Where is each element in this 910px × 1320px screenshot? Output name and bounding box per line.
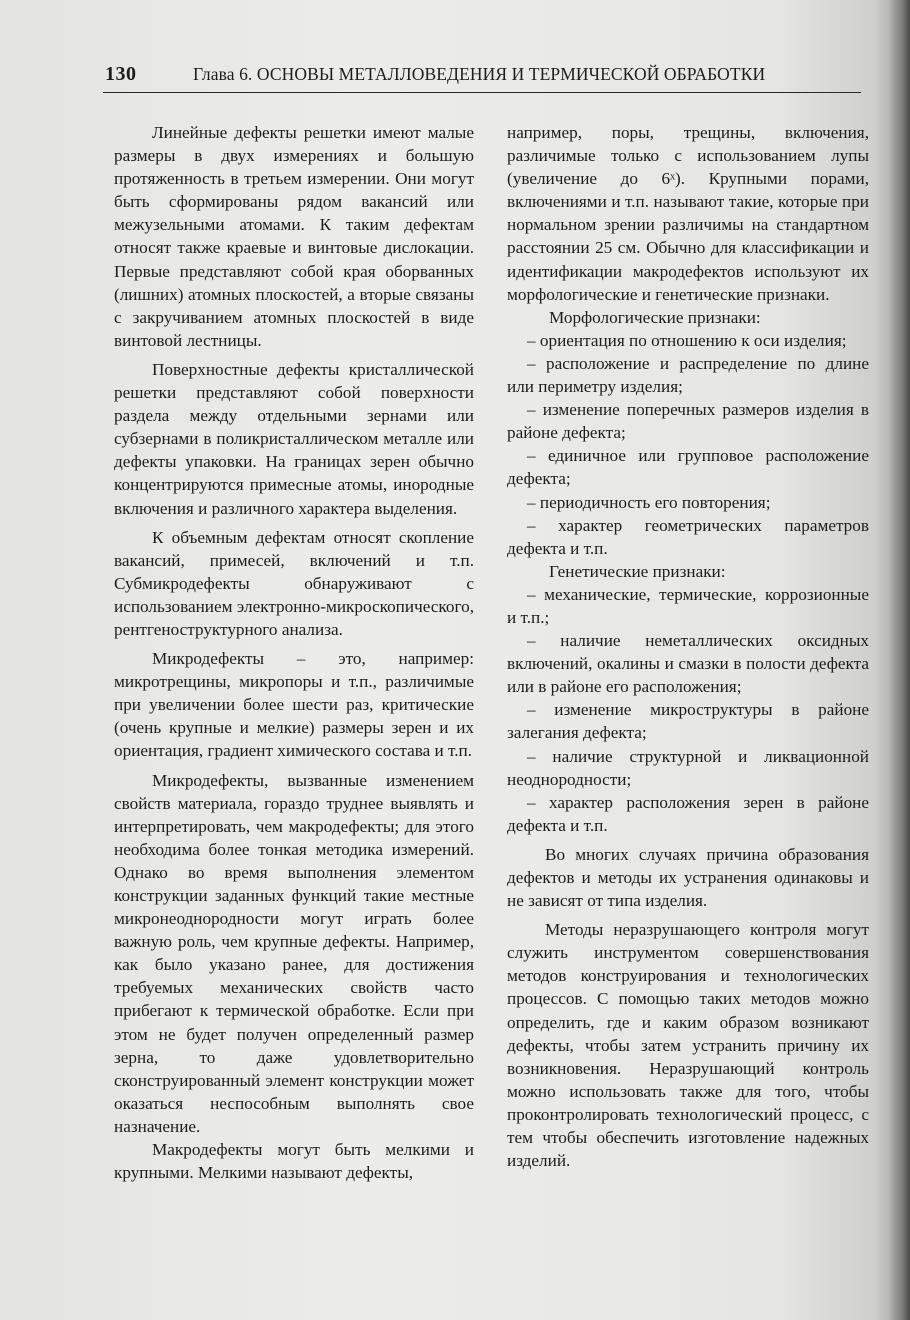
list-item: – единичное или групповое расположение дефекта;: [507, 446, 869, 489]
left-column: [114, 121, 474, 1184]
page-number: 130: [105, 63, 137, 85]
paragraph: Методы неразрушающего контроля могут служить инструментом совершенствования методов конструирования и технологических процессов. С помощью таких методов можно определить, где и каким образом возникают дефекты, чтобы затем устранить причину их возникновения. Неразрушающий контроль можно использовать также для того, чтобы проконтролировать технологический процесс, с тем чтобы обеспечить изготовление надежных изделий.: [507, 920, 869, 1171]
page-shadow-edge: [888, 0, 910, 1320]
list-item: – ориентация по отношению к оси изделия;: [527, 330, 847, 350]
paragraph: Поверхностные дефекты кристаллической решетки представляют собой поверхности раздела между отдельными зернами или субзернами в поликристаллическом металле или дефекты упаковки. На границах зерен обычно концентрируются примесные атомы, инородные включения и различного характера выделения.: [114, 359, 474, 518]
paragraph: Микродефекты, вызванные изменением свойств материала, гораздо труднее выявлять и интерпретировать, чем макродефекты; для этого необходима более тонкая методика измерений. Однако во время выполнения элементом конструкции заданных функций такие местные микронеоднородности могут играть более важную роль, чем крупные дефекты. Например, как было указано ранее, для достижения требуемых механических свойств часто прибегают к термической обработке. Если при этом не будет получен определенный размер зерна, то даже удовлетворительно сконструированный элемент конструкции может оказаться неспособным выполнять свое назначение.: [114, 770, 474, 1136]
paragraph: Макродефекты могут быть мелкими и крупными. Мелкими называют дефекты,: [114, 1140, 474, 1183]
list-heading: Генетические признаки:: [549, 561, 726, 581]
running-head: Глава 6. ОСНОВЫ МЕТАЛЛОВЕДЕНИЯ И ТЕРМИЧЕСКОЙ ОБРАБОТКИ: [193, 64, 766, 84]
right-column: [507, 121, 869, 1172]
page-header: [103, 62, 861, 93]
paragraph: Во многих случаях причина образования дефектов и методы их устранения одинаковы и не зависят от типа изделия.: [507, 844, 869, 911]
list-item: – характер расположения зерен в районе дефекта и т.п.: [507, 792, 869, 835]
list-item: – изменение поперечных размеров изделия в районе дефекта;: [507, 400, 869, 443]
paragraph: Микродефекты – это, например: микротрещины, микропоры и т.п., различимые при увеличении более шести раз, критические (очень крупные и мелкие) размеры зерен и их ориентация, градиент химического состава и т.п.: [114, 649, 474, 761]
paragraph: например, поры, трещины, включения, различимые только с использованием лупы (увеличение до 6ˣ). Крупными порами, включениями и т.п. называют такие, которые при нормальном зрении различимы на стандартном расстоянии 25 см. Обычно для классификации и идентификации макродефектов используют их морфологические и генетические признаки.: [507, 123, 869, 304]
list-item: – механические, термические, коррозионные и т.п.;: [507, 584, 869, 627]
list-item: – периодичность его повторения;: [527, 492, 771, 512]
list-item: – изменение микроструктуры в районе залегания дефекта;: [507, 700, 869, 743]
list-item: – расположение и распределение по длине или периметру изделия;: [507, 353, 869, 397]
paragraph: К объемным дефектам относят скопление вакансий, примесей, включений и т.п. Субмикродефекты обнаруживают с использованием электронно-микроскопического, рентгеноструктурного анализа.: [114, 527, 474, 639]
list-item: – наличие неметаллических оксидных включений, окалины и смазки в полости дефекта или в районе его расположения;: [507, 631, 869, 697]
list-heading: Морфологические признаки:: [549, 307, 761, 327]
list-item: – характер геометрических параметров дефекта и т.п.: [507, 515, 869, 558]
list-item: – наличие структурной и ликвационной неоднородности;: [507, 746, 869, 789]
paragraph: Линейные дефекты решетки имеют малые размеры в двух измерениях и большую протяженность в третьем измерении. Они могут быть сформированы рядом вакансий или межузельными атомами. К таким дефектам относят также краевые и винтовые дислокации. Первые представляют собой края оборванных (лишних) атомных плоскостей, а вторые связаны с закручиванием атомных плоскостей в виде винтовой лестницы.: [114, 123, 474, 350]
